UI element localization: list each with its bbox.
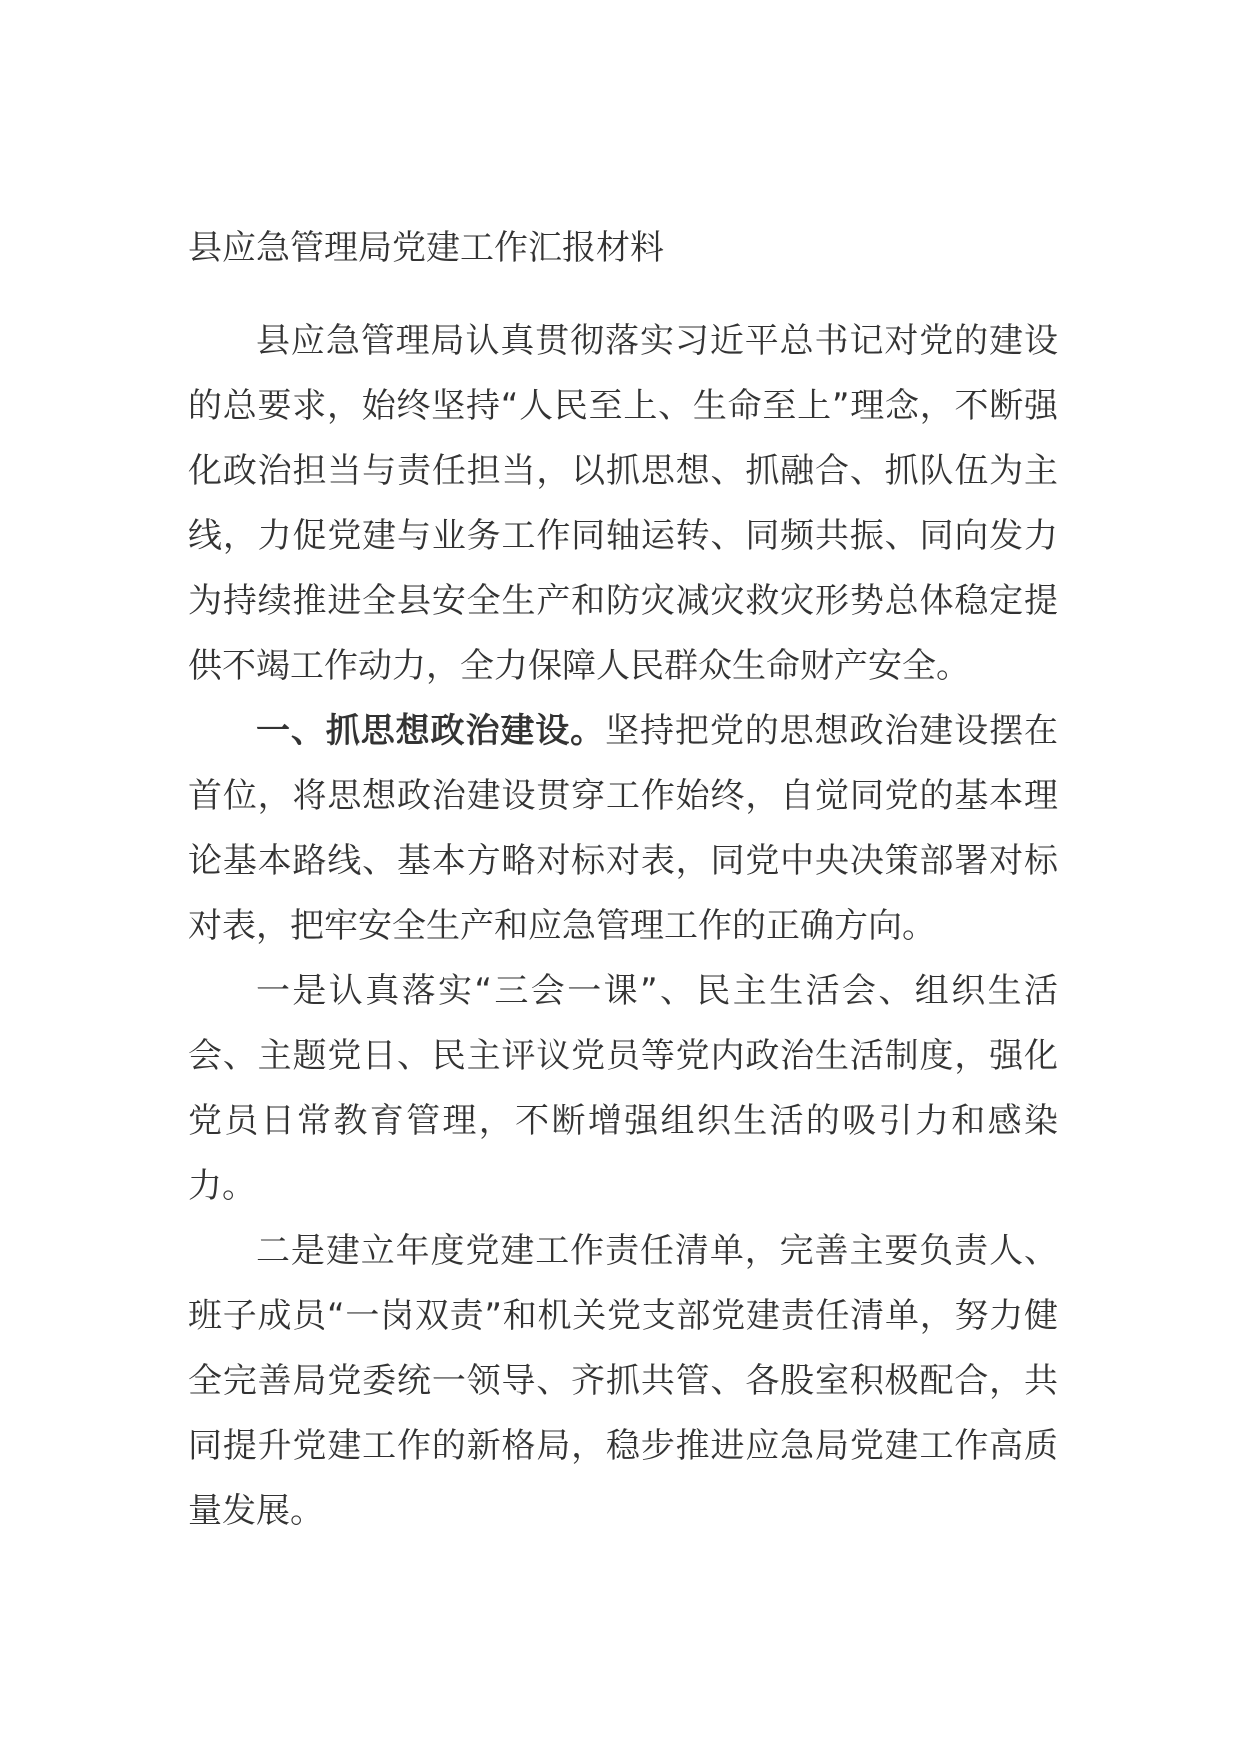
section-1-heading: 一、抓思想政治建设。: [256, 711, 606, 751]
section-1-paragraph: [188, 699, 1058, 959]
document-title: 县应急管理局党建工作汇报材料: [188, 228, 664, 268]
section-1-text: 坚持把党的思想政治建设摆在首位，将思想政治建设贯穿工作始终，自觉同党的基本理论基本路线、基本方略对标对表，同党中央决策部署对标对表，把牢安全生产和应急管理工作的正确方向。: [188, 711, 1059, 946]
document-body: [188, 309, 1058, 1544]
point-1-paragraph: 一是认真落实“三会一课”、民主生活会、组织生活会、主题党日、民主评议党员等党内政治生活制度，强化党员日常教育管理，不断增强组织生活的吸引力和感染力。: [188, 971, 1058, 1206]
point-2-paragraph: 二是建立年度党建工作责任清单，完善主要负责人、班子成员“一岗双责”和机关党支部党建责任清单，努力健全完善局党委统一领导、齐抓共管、各股室积极配合，共同提升党建工作的新格局，稳步推进应急局党建工作高质量发展。: [188, 1231, 1058, 1531]
intro-paragraph: 县应急管理局认真贯彻落实习近平总书记对党的建设的总要求，始终坚持“人民至上、生命至上”理念，不断强化政治担当与责任担当，以抓思想、抓融合、抓队伍为主线，力促党建与业务工作同轴运转、同频共振、同向发力为持续推进全县安全生产和防灾减灾救灾形势总体稳定提供不竭工作动力，全力保障人民群众生命财产安全。: [188, 321, 1058, 686]
